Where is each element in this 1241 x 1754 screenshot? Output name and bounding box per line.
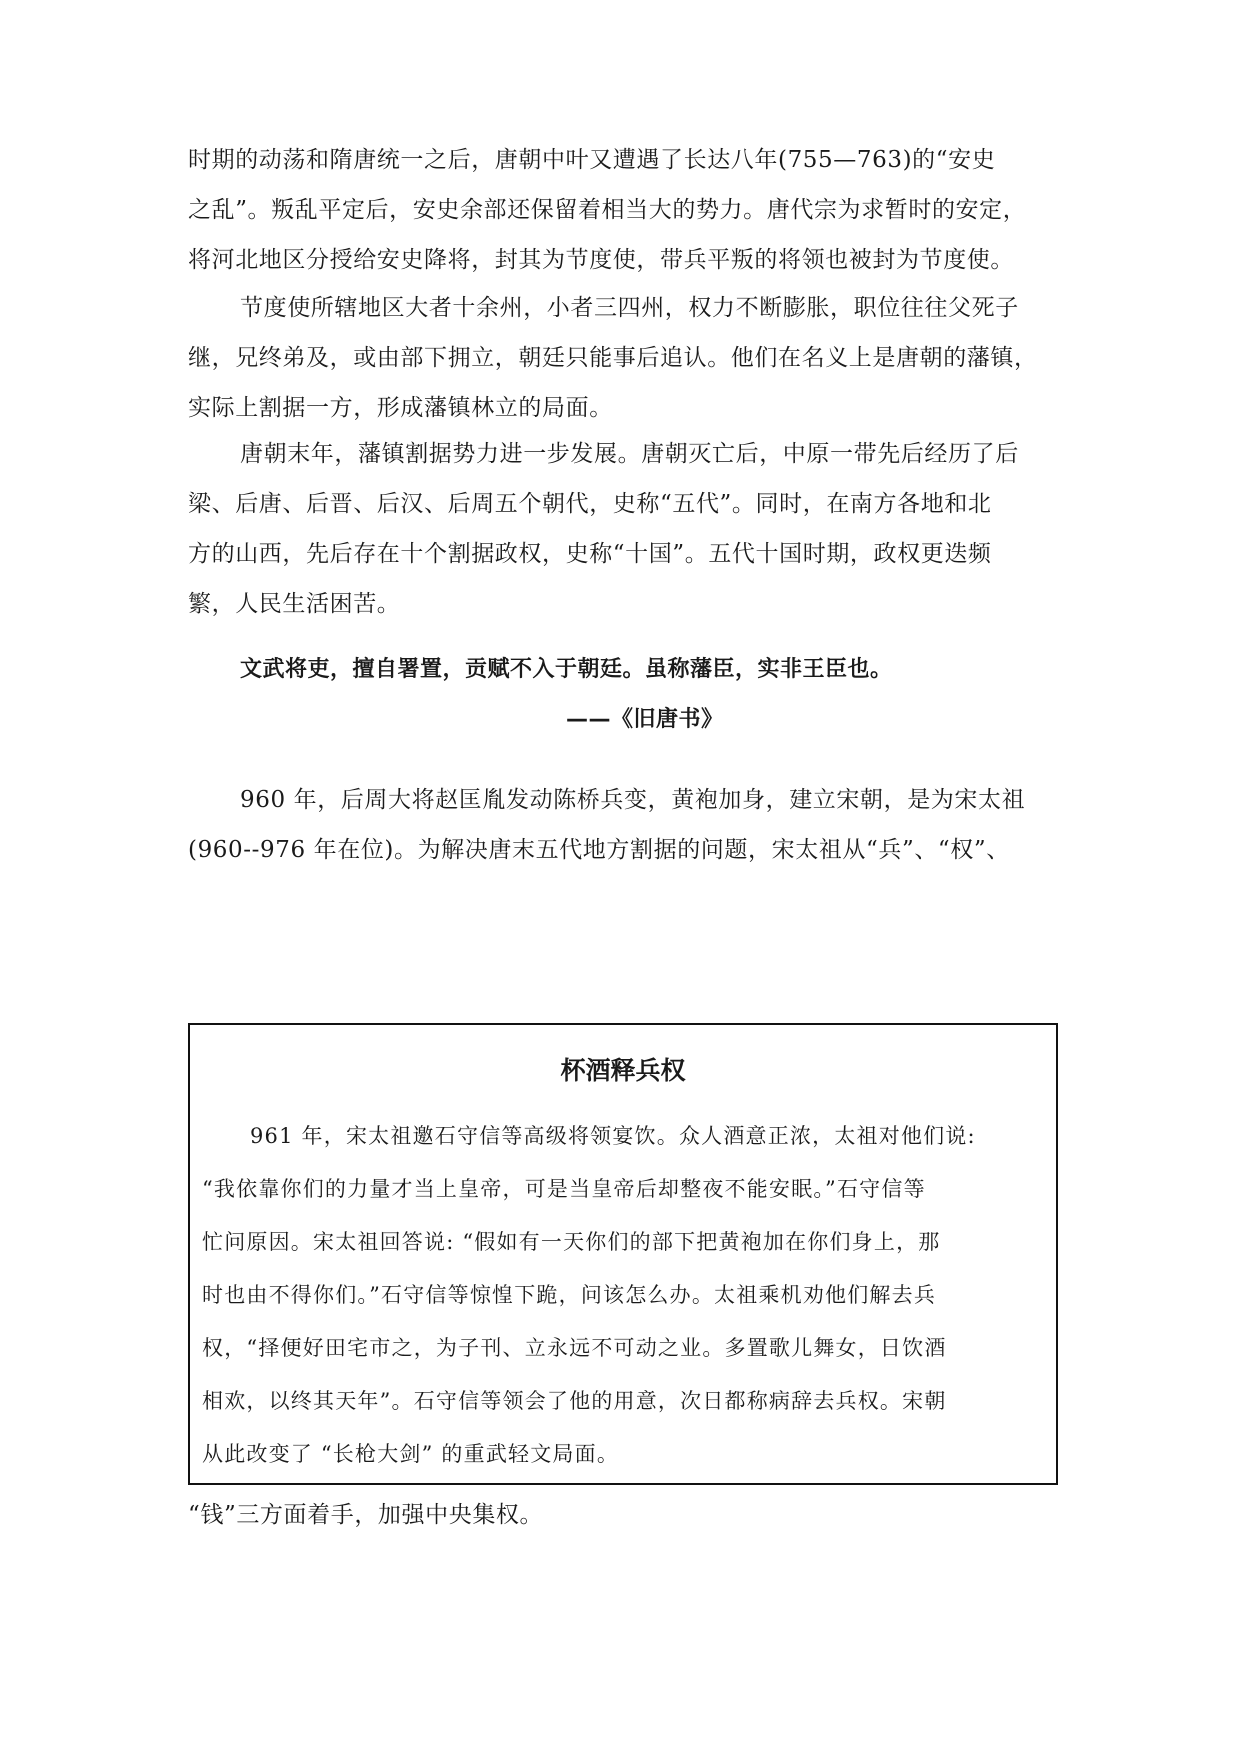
- paragraph-4-line-1: 960 年，后周大将赵匡胤发动陈桥兵变，黄袍加身，建立宋朝，是为宋太祖: [240, 787, 1026, 813]
- sidebar-line-3: 忙问原因。宋太祖回答说: “假如有一天你们的部下把黄袍加在你们身上，那: [202, 1230, 941, 1254]
- sidebar-line-1: 961 年，宋太祖邀石守信等高级将领宴饮。众人酒意正浓，太祖对他们说:: [250, 1124, 976, 1148]
- paragraph-3-line-1: 唐朝末年，藩镇割据势力进一步发展。唐朝灭亡后，中原一带先后经历了后: [240, 441, 1019, 467]
- paragraph-2-line-1: 节度使所辖地区大者十余州，小者三四州，权力不断膨胀，职位往往父死子: [240, 295, 1019, 321]
- paragraph-4-line-2: (960--976 年在位)。为解决唐末五代地方割据的问题，宋太祖从“兵”、“权”、: [188, 837, 1010, 863]
- paragraph-3-line-4: 繁，人民生活困苦。: [188, 591, 401, 617]
- sidebar-title: 杯酒释兵权: [560, 1056, 686, 1085]
- paragraph-2-line-2: 继，兄终弟及，或由部下拥立，朝廷只能事后追认。他们在名义上是唐朝的藩镇，: [188, 345, 1038, 371]
- sidebar-line-5: 权，“择便好田宅市之，为子刊、立永远不可动之业。多置歌儿舞女，日饮酒: [202, 1336, 947, 1360]
- sidebar-line-7: 从此改变了 “长枪大剑” 的重武轻文局面。: [202, 1442, 620, 1466]
- paragraph-1-line-1: 时期的动荡和隋唐统一之后，唐朝中叶又遭遇了长达八年(755—763)的“安史: [188, 147, 996, 173]
- quote-text: 文武将吏，擅自署置，贡赋不入于朝廷。虽称藩臣，实非王臣也。: [240, 657, 893, 682]
- paragraph-3-line-3: 方的山西，先后存在十个割据政权，史称“十国”。五代十国时期，政权更迭频: [188, 541, 992, 567]
- paragraph-2-line-3: 实际上割据一方，形成藩镇林立的局面。: [188, 395, 613, 421]
- paragraph-1-line-2: 之乱”。叛乱平定后，安史余部还保留着相当大的势力。唐代宗为求暂时的安定，: [188, 197, 1027, 223]
- paragraph-3-line-2: 梁、后唐、后晋、后汉、后周五个朝代，史称“五代”。同时，在南方各地和北: [188, 491, 992, 517]
- quote-source: ——《旧唐书》: [566, 707, 724, 732]
- sidebar-box: [188, 1023, 1058, 1485]
- paragraph-1-line-3: 将河北地区分授给安史降将，封其为节度使，带兵平叛的将领也被封为节度使。: [188, 247, 1014, 273]
- sidebar-line-4: 时也由不得你们。”石守信等惊惶下跪，问该怎么办。太祖乘机劝他们解去兵: [202, 1283, 937, 1307]
- closing-line: “钱”三方面着手，加强中央集权。: [188, 1502, 544, 1528]
- sidebar-line-6: 相欢，以终其天年”。石守信等领会了他的用意，次日都称病辞去兵权。宋朝: [202, 1389, 947, 1413]
- sidebar-line-2: “我依靠你们的力量才当上皇帝，可是当皇帝后却整夜不能安眠。”石守信等: [202, 1177, 926, 1201]
